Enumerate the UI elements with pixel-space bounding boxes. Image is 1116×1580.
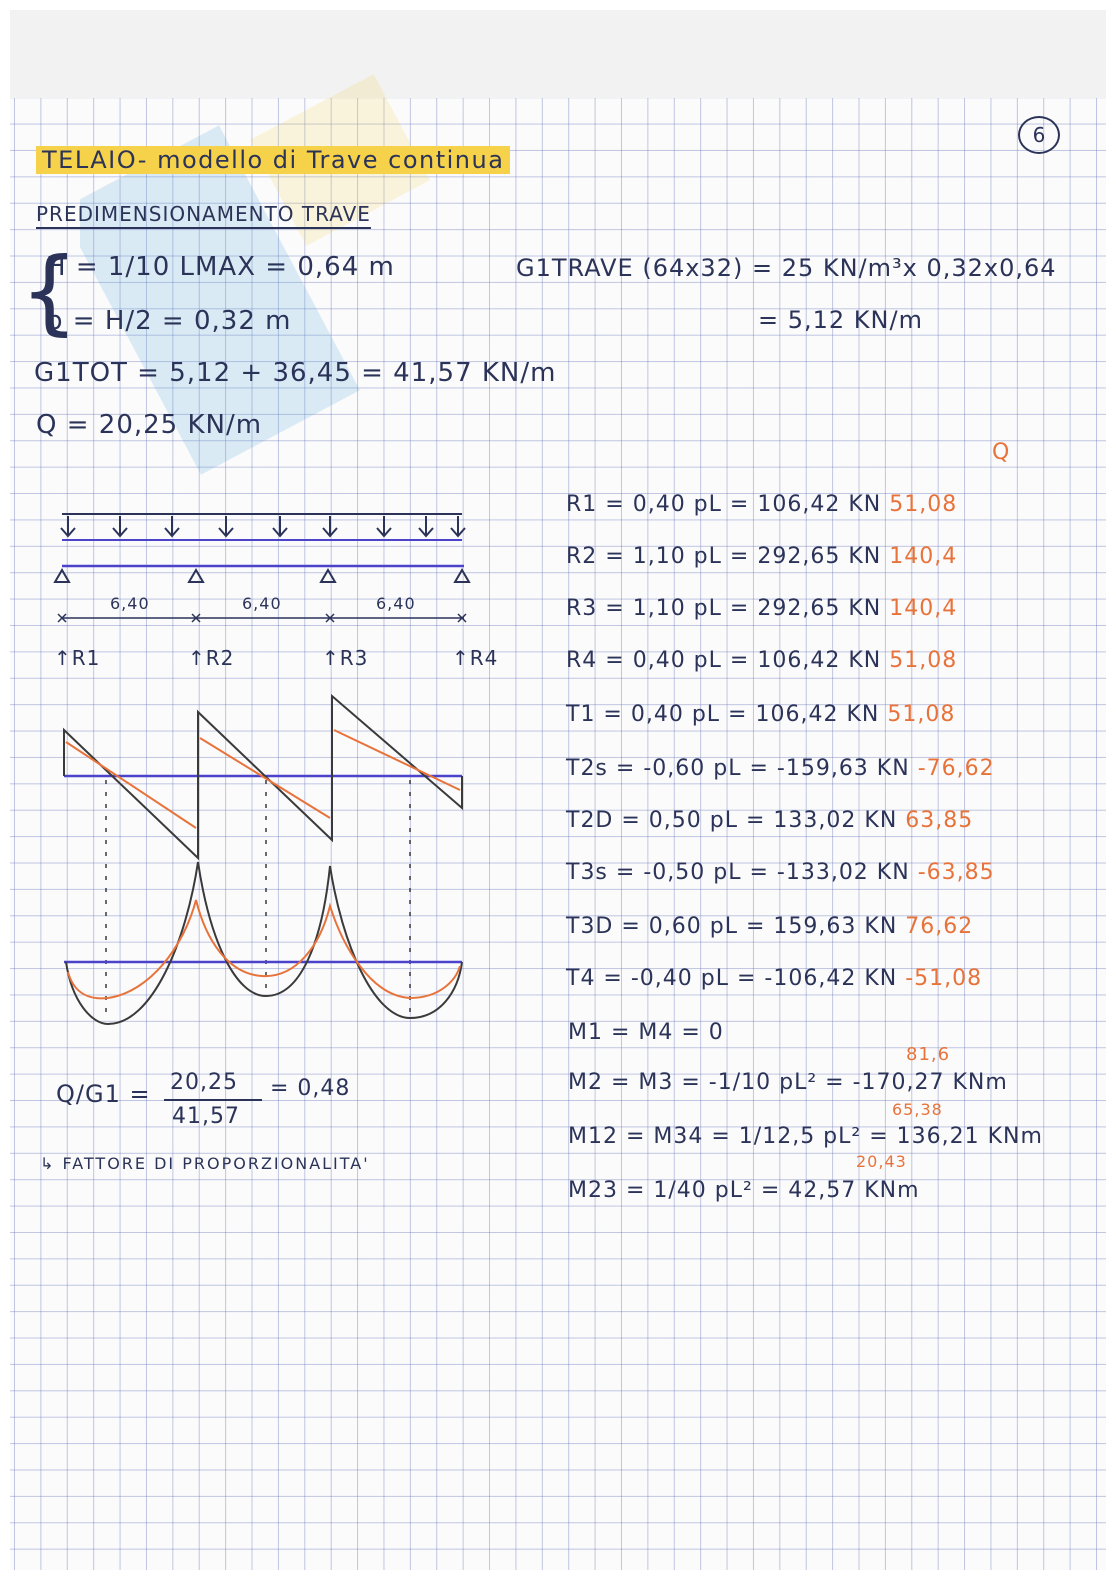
results-q-header: Q (992, 440, 1011, 465)
ratio-numerator: 20,25 (170, 1070, 238, 1095)
variable-load: Q = 20,25 KN/m (36, 410, 263, 440)
result-t4: T4 = -0,40 pL = -106,42 KN -51,08 (566, 966, 983, 991)
height-equation: H = 1/10 LMAX = 0,64 m (46, 252, 395, 282)
span-label-3: 6,40 (376, 594, 416, 613)
total-permanent-load: G1TOT = 5,12 + 36,45 = 41,57 KN/m (34, 358, 557, 388)
width-equation: b = H/2 = 0,32 m (46, 306, 292, 336)
moment-m1: M1 = M4 = 0 (568, 1020, 724, 1045)
span-label-1: 6,40 (110, 594, 150, 613)
moment-m23-q: 20,43 (856, 1152, 907, 1171)
reaction-label-3: ↑R3 (322, 646, 369, 670)
moment-m23: M23 = 1/40 pL² = 42,57 KNm (568, 1178, 920, 1203)
moment-m2: M2 = M3 = -1/10 pL² = -170,27 KNm (568, 1070, 1008, 1095)
result-t1: T1 = 0,40 pL = 106,42 KN 51,08 (566, 702, 956, 727)
ratio-result: = 0,48 (270, 1076, 351, 1101)
ratio-denominator: 41,57 (172, 1104, 240, 1129)
beam-self-weight-result: = 5,12 KN/m (758, 306, 923, 334)
brace-symbol: { (20, 238, 79, 345)
distributed-load (61, 514, 465, 540)
moment-m12: M12 = M34 = 1/12,5 pL² = 136,21 KNm (568, 1124, 1043, 1149)
moment-diagram (64, 862, 462, 1024)
dimension-line (58, 614, 466, 622)
moment-m2-q: 81,6 (906, 1044, 951, 1065)
moment-m12-q: 65,38 (892, 1100, 943, 1119)
reaction-label-1: ↑R1 (54, 646, 101, 670)
result-r1: R1 = 0,40 pL = 106,42 KN 51,08 (566, 492, 958, 517)
ratio-label: Q/G1 = (56, 1080, 151, 1108)
result-r4: R4 = 0,40 pL = 106,42 KN 51,08 (566, 648, 958, 673)
span-label-2: 6,40 (242, 594, 282, 613)
page-title: TELAIO- modello di Trave continua (36, 146, 510, 174)
result-t3s: T3s = -0,50 pL = -133,02 KN -63,85 (566, 860, 995, 885)
shear-diagram (64, 696, 462, 1014)
result-t3d: T3D = 0,60 pL = 159,63 KN 76,62 (566, 914, 974, 939)
support-icons (55, 570, 469, 582)
reaction-label-4: ↑R4 (452, 646, 499, 670)
result-t2d: T2D = 0,50 pL = 133,02 KN 63,85 (566, 808, 974, 833)
result-r2: R2 = 1,10 pL = 292,65 KN 140,4 (566, 544, 958, 569)
result-r3: R3 = 1,10 pL = 292,65 KN 140,4 (566, 596, 958, 621)
reaction-label-2: ↑R2 (188, 646, 235, 670)
section-heading: PREDIMENSIONAMENTO TRAVE (36, 202, 371, 226)
proportionality-note: ↳ FATTORE DI PROPORZIONALITA' (40, 1154, 370, 1173)
page-number: 6 (1018, 116, 1060, 154)
result-t2s: T2s = -0,60 pL = -159,63 KN -76,62 (566, 756, 995, 781)
beam-self-weight: G1TRAVE (64x32) = 25 KN/m³x 0,32x0,64 (516, 254, 1057, 282)
